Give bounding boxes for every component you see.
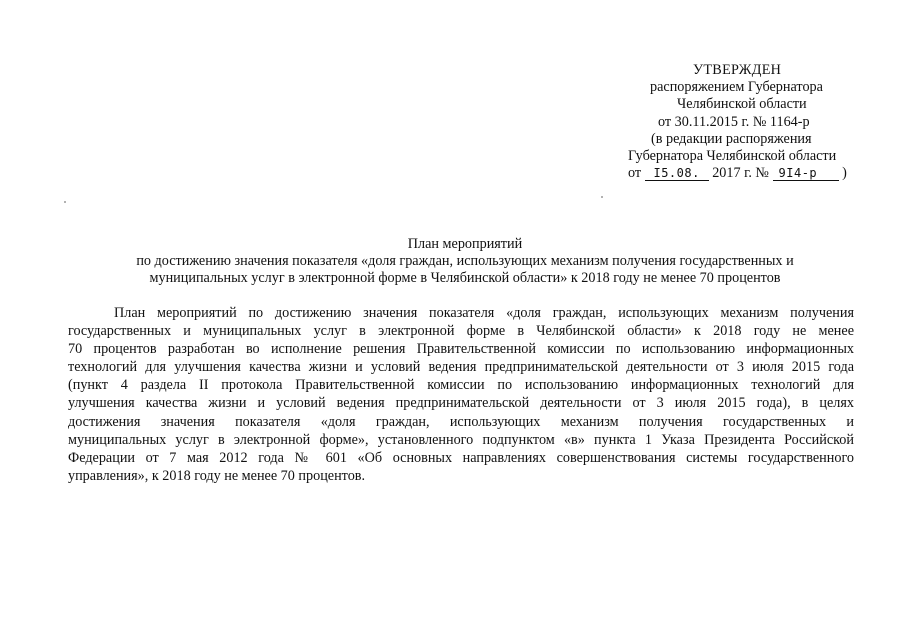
paragraph-line: План мероприятий по достижению значения показателя «доля граждан, использующих механизм получения bbox=[114, 305, 854, 321]
paragraph-line: муниципальных услуг в электронной форме», установленного подпунктом «в» пункта 1 Указа Президента Российской bbox=[68, 431, 854, 448]
approval-title: УТВЕРЖДЕН bbox=[693, 62, 782, 78]
paragraph-line: технологий для улучшения качества жизни и условий ведения предпринимательской деятельности от 3 июля 2015 года bbox=[68, 359, 854, 376]
approval-line: распоряжением Губернатора bbox=[650, 79, 823, 96]
scan-speck bbox=[64, 201, 66, 203]
approval-line: Челябинской области bbox=[677, 96, 807, 113]
approval-line: от 30.11.2015 г. № 1164-р bbox=[658, 113, 810, 130]
plan-heading bbox=[60, 236, 870, 288]
paragraph-line: 70 процентов разработан во исполнение решения Правительственной комиссии по использованию информационных bbox=[68, 341, 854, 358]
paragraph-line: Федерации от 7 мая 2012 года № 601 «Об основных направлениях совершенствования системы государственного bbox=[68, 449, 854, 466]
plan-title: План мероприятий bbox=[407, 236, 523, 252]
approval-year-number: 2017 г. № bbox=[712, 165, 769, 182]
body-paragraph bbox=[68, 304, 854, 485]
handwritten-number: 9I4-р bbox=[773, 167, 839, 181]
paragraph-line: достижения значения показателя «доля граждан, использующих механизм получения государственных и bbox=[68, 413, 854, 430]
approval-stamp bbox=[598, 62, 868, 182]
paragraph-line: управления», к 2018 году не менее 70 процентов. bbox=[68, 467, 366, 484]
approval-line: (в редакции распоряжения bbox=[651, 130, 812, 147]
handwritten-date: I5.08. bbox=[645, 167, 709, 181]
approval-line: Губернатора Челябинской области bbox=[628, 148, 837, 165]
approval-suffix: ) bbox=[842, 165, 847, 182]
plan-subtitle-line: по достижению значения показателя «доля граждан, использующих механизм получения государственных и bbox=[136, 253, 794, 270]
approval-prefix: от bbox=[628, 165, 642, 182]
paragraph-line: (пункт 4 раздела II протокола Правительственной комиссии по использованию информационных технологий для bbox=[68, 377, 854, 394]
paragraph-line: государственных и муниципальных услуг в электронной форме в Челябинской области» к 2018 году не менее bbox=[68, 323, 854, 340]
approval-revision-line bbox=[598, 165, 868, 182]
paragraph-line: улучшения качества жизни и условий ведения предпринимательской деятельности от 3 июля 2015 года), в целях bbox=[68, 395, 854, 412]
plan-subtitle-line: муниципальных услуг в электронной форме в Челябинской области» к 2018 году не менее 70 процентов bbox=[149, 270, 781, 287]
scan-speck bbox=[601, 196, 603, 198]
